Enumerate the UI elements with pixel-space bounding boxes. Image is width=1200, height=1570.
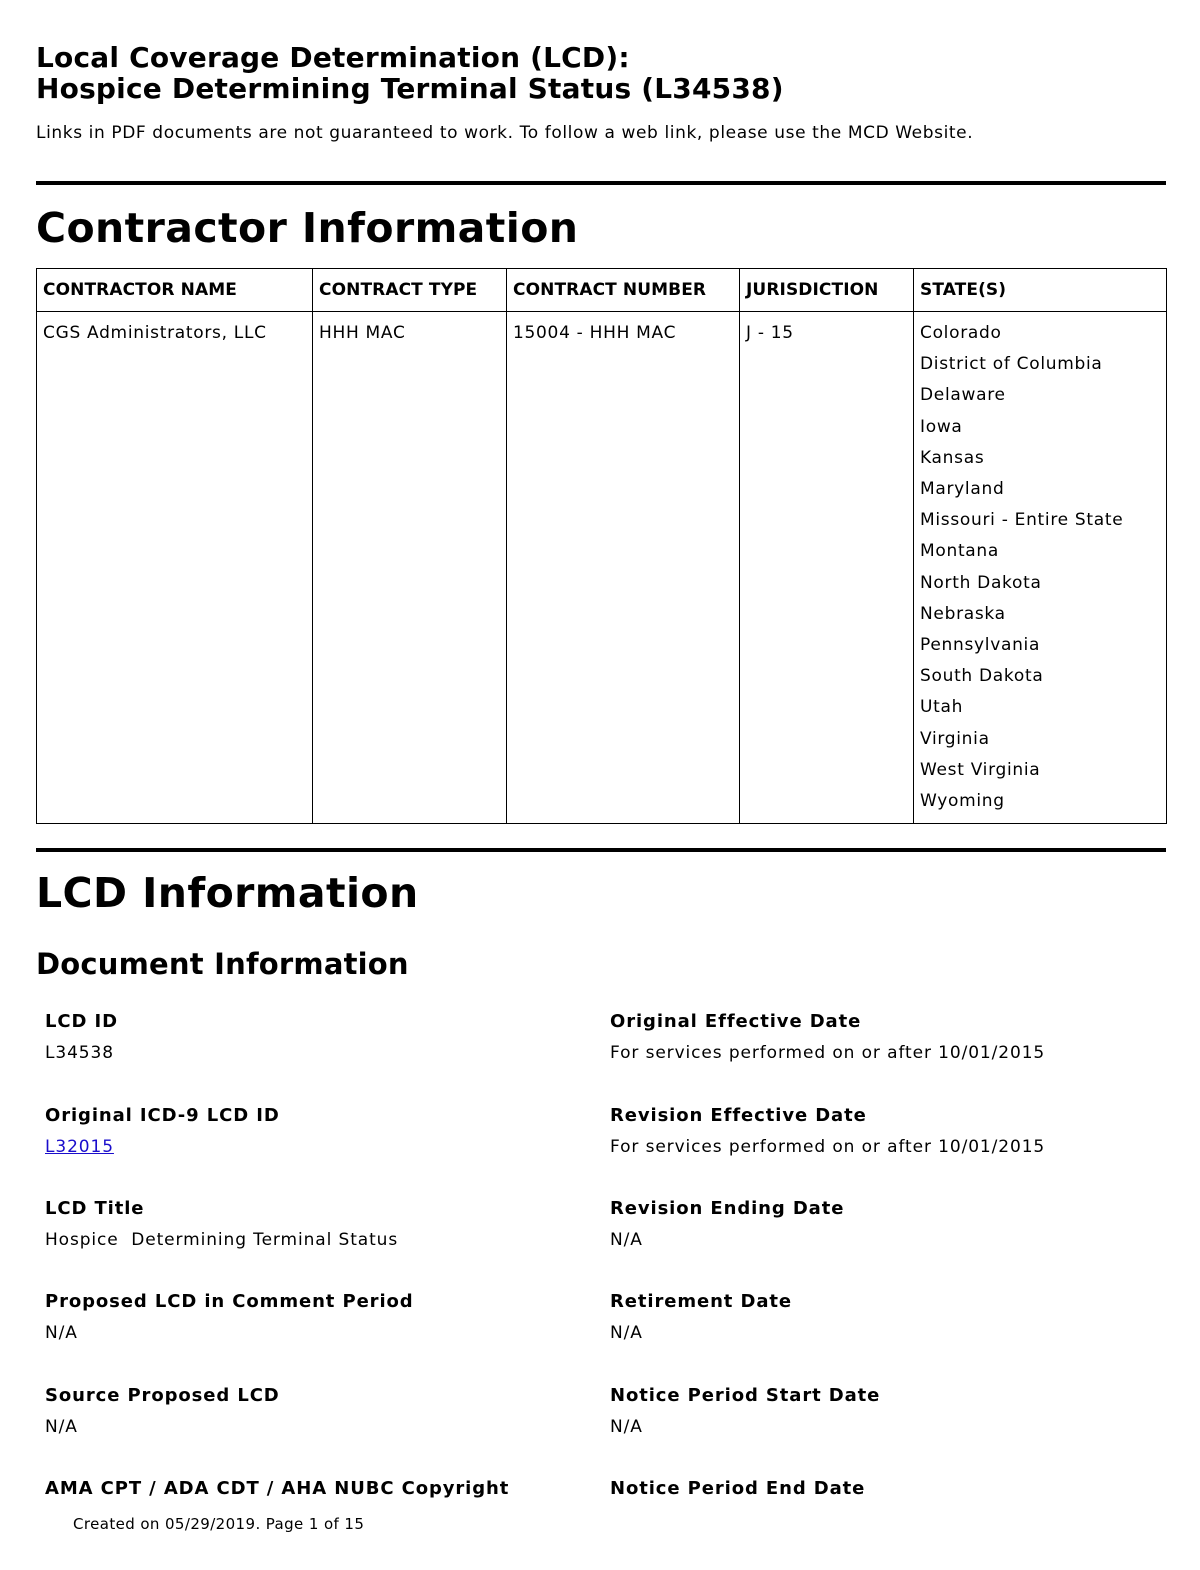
field-label: Original ICD-9 LCD ID [45,1104,280,1126]
contractor-table [36,268,1167,824]
document-title-line-2: Hospice Determining Terminal Status (L34538) [36,72,784,105]
jurisdiction-cell: J - 15 [740,312,914,824]
state-list [920,318,1160,817]
field-value: For services performed on or after 10/01/2015 [610,1136,1046,1157]
list-item: Wyoming [920,791,1005,812]
field-lcd-title [45,1196,605,1289]
field-lcd-id [45,1009,605,1102]
field-original-icd9-lcd-id [45,1103,605,1196]
column-header-contract-type: CONTRACT TYPE [313,269,507,312]
contractor-table-header-row [37,269,1167,312]
list-item: North Dakota [920,572,1042,593]
field-value: N/A [45,1416,78,1437]
document-information-heading: Document Information [36,947,409,982]
field-revision-ending-date [610,1196,1165,1289]
list-item: Delaware [920,385,1006,406]
list-item: West Virginia [920,759,1041,780]
original-icd9-lcd-link[interactable]: L32015 [45,1136,114,1157]
field-retirement-date [610,1289,1165,1382]
field-label: LCD ID [45,1011,118,1033]
states-cell [914,312,1167,824]
list-item: Montana [920,541,1000,562]
field-label: AMA CPT / ADA CDT / AHA NUBC Copyright [45,1478,510,1500]
field-proposed-lcd-comment-period [45,1289,605,1382]
list-item: Kansas [920,447,985,468]
column-header-states: STATE(S) [914,269,1167,312]
document-page [36,0,1166,1500]
list-item: Iowa [920,416,963,437]
document-info-left-column [45,1009,605,1569]
contract-number-cell: 15004 - HHH MAC [507,312,740,824]
contractor-name-cell: CGS Administrators, LLC [37,312,313,824]
section-divider [36,181,1166,185]
field-label: Revision Ending Date [610,1198,845,1220]
contract-type-cell: HHH MAC [313,312,507,824]
field-label: Notice Period End Date [610,1478,866,1500]
field-original-effective-date [610,1009,1165,1102]
field-notice-period-end-date [610,1476,1165,1569]
field-label: Source Proposed LCD [45,1384,280,1406]
field-label: Proposed LCD in Comment Period [45,1291,414,1313]
list-item: District of Columbia [920,354,1103,375]
list-item: Pennsylvania [920,635,1041,656]
field-value: Hospice Determining Terminal Status [45,1230,399,1251]
field-label: LCD Title [45,1198,145,1220]
list-item: Utah [920,697,964,718]
field-label: Retirement Date [610,1291,792,1313]
field-label: Original Effective Date [610,1011,862,1033]
page-footer: Created on 05/29/2019. Page 1 of 15 [73,1515,365,1533]
document-info-right-column [610,1009,1165,1569]
pdf-links-note: Links in PDF documents are not guaranteed to work. To follow a web link, please use the MCD Website. [36,123,974,143]
document-title [36,0,1166,104]
field-label: Revision Effective Date [610,1104,867,1126]
list-item: Virginia [920,728,990,749]
list-item: Maryland [920,479,1005,500]
list-item: Nebraska [920,603,1006,624]
table-row [37,312,1167,824]
contractor-information-heading: Contractor Information [36,204,579,252]
field-value: N/A [45,1323,78,1344]
field-value-wrapper [45,1134,605,1160]
document-title-line-1: Local Coverage Determination (LCD): [36,41,630,74]
lcd-information-heading: LCD Information [36,869,419,918]
field-value: For services performed on or after 10/01/2015 [610,1043,1046,1064]
column-header-contract-number: CONTRACT NUMBER [507,269,740,312]
field-revision-effective-date [610,1103,1165,1196]
field-label: Notice Period Start Date [610,1384,881,1406]
list-item: South Dakota [920,666,1044,687]
list-item: Missouri - Entire State [920,510,1124,531]
field-source-proposed-lcd [45,1383,605,1476]
field-value: N/A [610,1230,643,1251]
list-item: Colorado [920,323,1002,343]
field-value: N/A [610,1323,643,1344]
column-header-jurisdiction: JURISDICTION [740,269,914,312]
field-notice-period-start-date [610,1383,1165,1476]
field-value: N/A [610,1416,643,1437]
field-value: L34538 [45,1043,114,1064]
column-header-contractor-name: CONTRACTOR NAME [37,269,313,312]
section-divider [36,848,1166,852]
